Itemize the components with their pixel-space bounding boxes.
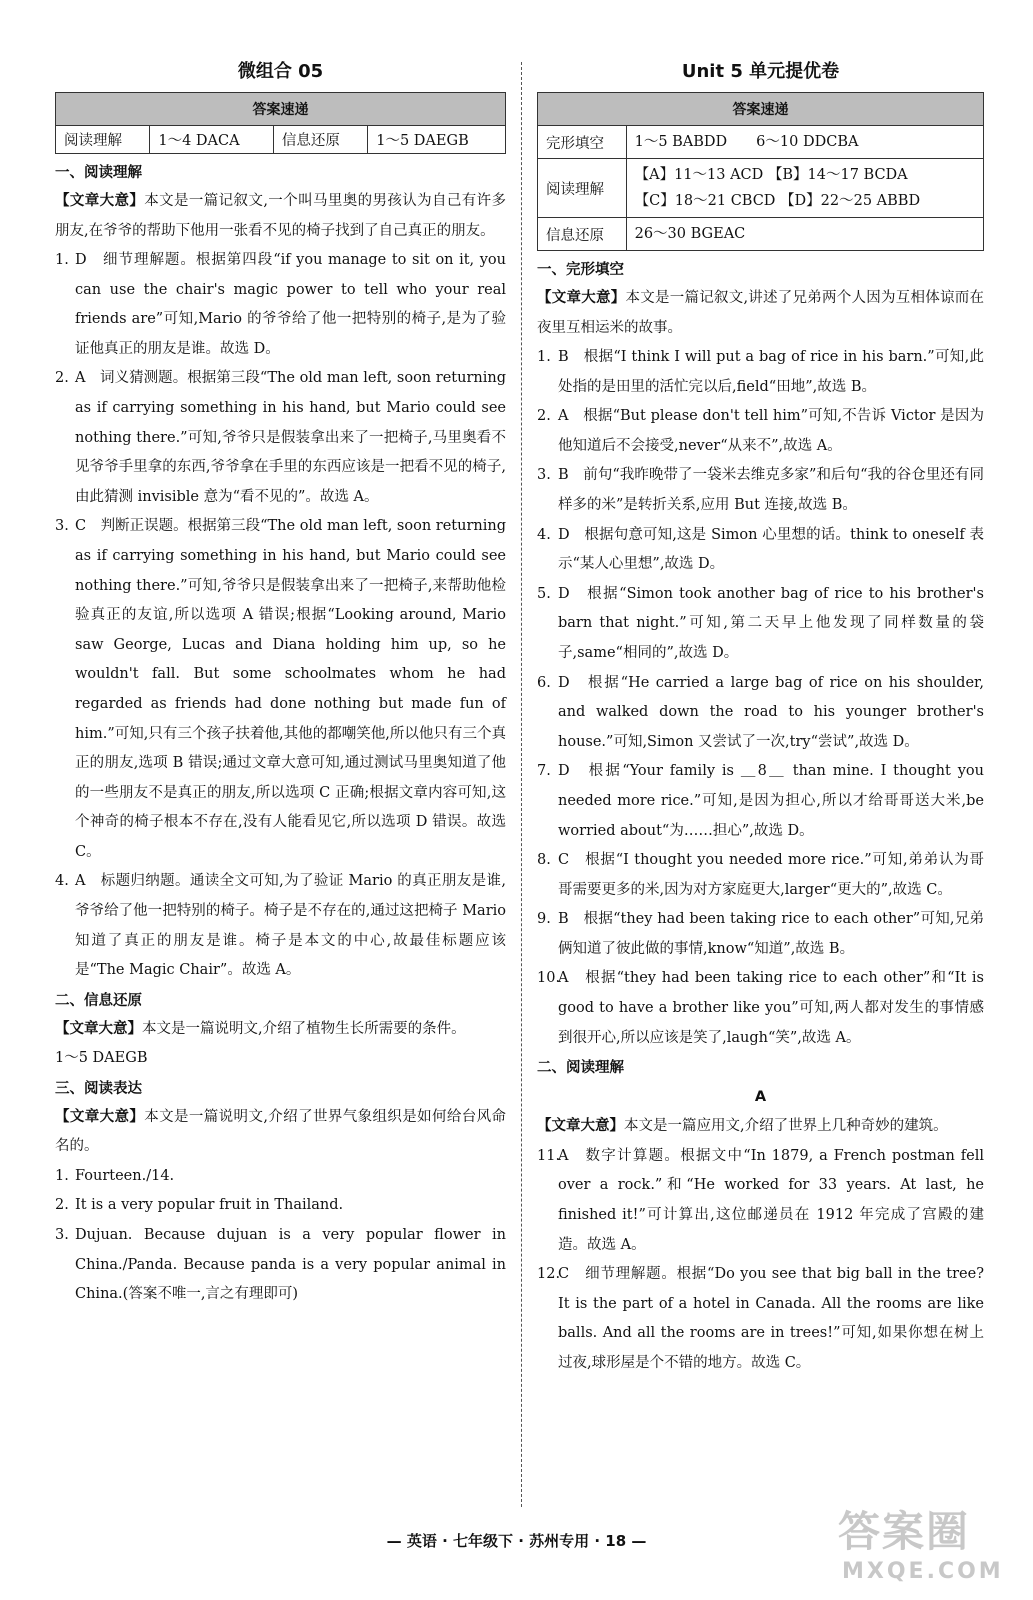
section-heading: 一、阅读理解	[55, 165, 142, 181]
watermark-logo	[838, 1506, 1008, 1590]
summary-tag: 【文章大意】	[55, 1020, 142, 1037]
section-heading: 三、阅读表达	[55, 1080, 142, 1097]
item-text: B 前句“我昨晚带了一袋米去维克多家”和后句“我的谷仓里还有同样多的米”是转折关系,应用 But 连接,故选 B。	[558, 467, 984, 513]
summary-tag: 【文章大意】	[537, 290, 626, 306]
table-cell	[626, 159, 983, 218]
article-summary	[55, 1103, 506, 1162]
right-column	[537, 58, 984, 1379]
table-cell-line: 【C】18～21 CBCD 【D】22～25 ABBD	[634, 193, 921, 209]
table-cell-line: 1～5 BABDD 6～10 DDCBA	[634, 134, 859, 150]
item-text: A 标题归纳题。通读全文可知,为了验证 Mario 的真正朋友是谁,爷爷给了他一把特别的椅子。椅子是不存在的,通过这把椅子 Mario 知道了真正的朋友是谁。椅子是本文的中心,故最佳标题应该是“The Magic Chair”。故选 A。	[75, 873, 506, 979]
table-cell-line: 【A】11～13 ACD 【B】14～17 BCDA	[634, 167, 908, 183]
table-cell: 信息还原	[538, 218, 627, 251]
item-text: A 词义猜测题。根据第三段“The old man left, soon returning as if carrying something in his hand, but Mario could see nothing there.”可知,爷爷只是假装拿出来了一把椅子,马里奥看不见爷爷手里拿的东西,爷爷拿在手里的东西应该是一把看不见的椅子,由此猜测 invisible 意为“看不见的”。故选 A。	[75, 370, 506, 505]
section-heading: 二、阅读理解	[537, 1060, 624, 1077]
summary-text: 本文是一篇记叙文,讲述了兄弟两个人因为互相体谅而在夜里互相运米的故事。	[537, 290, 985, 336]
left-title: 微组合 05	[237, 61, 324, 82]
answer-table-header: 答案速递	[56, 93, 506, 126]
list-item	[537, 580, 984, 669]
summary-tag: 【文章大意】	[537, 1118, 624, 1135]
item-number: 9.	[537, 911, 551, 928]
list-item	[55, 867, 506, 985]
table-cell: 阅读理解	[538, 159, 627, 218]
answer-table-header: 答案速递	[538, 93, 984, 126]
table-cell-line: 26～30 BGEAC	[634, 226, 746, 242]
list-item	[537, 905, 984, 964]
answer-list	[537, 1142, 984, 1379]
table-row	[538, 159, 984, 218]
item-text: It is a very popular fruit in Thailand.	[75, 1197, 344, 1214]
list-item	[55, 246, 506, 364]
item-text: A 根据“they had been taking rice to each other”和“It is good to have a brother like you”可知,两人都对发生的事情感到很开心,所以应该是笑了,laugh“笑”,故选 A。	[558, 970, 984, 1046]
item-number: 3.	[537, 467, 551, 484]
item-number: 3.	[55, 518, 69, 535]
summary-tag: 【文章大意】	[55, 1108, 145, 1125]
item-number: 8.	[537, 852, 551, 869]
list-item	[537, 846, 984, 905]
answer-list	[55, 246, 506, 986]
list-item	[55, 364, 506, 512]
list-item	[537, 757, 984, 846]
item-text: A 数字计算题。根据文中“In 1879, a French postman fell over a rock.”和“He worked for 33 years. At last, he finished it!”可计算出,这位邮递员在 1912 年完成了宫殿的建造。故选 A。	[558, 1147, 984, 1253]
item-text: B 根据“they had been taking rice to each other”可知,兄弟俩知道了彼此做的事情,know“知道”,故选 B。	[558, 911, 984, 957]
answer-list	[537, 343, 984, 1053]
item-text: C 细节理解题。根据“Do you see that big ball in the tree? It is the part of a hotel in Canada. All the rooms are like balls. And all the rooms are in trees!”可知,如果你想在树上过夜,球形屋是个不错的地方。故选 C。	[558, 1266, 984, 1371]
section-heading: 一、完形填空	[537, 262, 624, 278]
summary-tag: 【文章大意】	[55, 193, 145, 209]
section-heading: 二、信息还原	[55, 992, 142, 1009]
item-number: 7.	[537, 763, 551, 780]
summary-text: 本文是一篇应用文,介绍了世界上几种奇妙的建筑。	[624, 1118, 948, 1135]
item-number: 2.	[537, 408, 551, 425]
item-text: D 根据“Simon took another bag of rice to his brother's barn that night.”可知,第二天早上他发现了同样数量的袋子,same“相同的”,故选 D。	[558, 585, 984, 661]
item-number: 3.	[55, 1227, 69, 1244]
left-column	[55, 58, 506, 1310]
item-number: 1.	[55, 252, 69, 268]
table-cell: 阅读理解	[56, 126, 150, 154]
table-row	[538, 218, 984, 251]
table-cell	[626, 126, 983, 159]
list-item	[55, 1191, 506, 1221]
item-text: D 细节理解题。根据第四段“if you manage to sit on it, you can use the chair's magic power to tell who your real friends are”可知,Mario 的爷爷给了他一把特别的椅子,是为了验证他真正的朋友是谁。故选 D。	[75, 252, 506, 357]
watermark-text: 答案圈	[838, 1507, 971, 1556]
item-number: 2.	[55, 1197, 69, 1214]
item-number: 5.	[537, 585, 551, 602]
list-item	[537, 521, 984, 580]
list-item	[55, 1162, 506, 1192]
item-text: C 判断正误题。根据第三段“The old man left, soon returning as if carrying something in his hand, but Mario could see nothing there.”可知,爷爷只是假装拿出来了一把椅子,来帮助他检验真正的友谊,所以选项 A 错误;根据“Looking around, Mario saw George, Lucas and Diana holding him up, so he wouldn't fall. But some schoolmates whom he had regarded as friends had done nothing but made fun of him.”可知,只有三个孩子扶着他,其他的都嘲笑他,所以他只有三个真正的朋友,选项 B 错误;通过文章大意可知,通过测试马里奥知道了他的一些朋友不是真正的朋友,所以选项 C 正确;根据文章内容可知,这个神奇的椅子根本不存在,没有人能看见它,所以选项 D 错误。故选 C。	[75, 518, 506, 860]
table-row	[56, 126, 506, 154]
item-text: D 根据句意可知,这是 Simon 心里想的话。think to oneself 表示“某人心里想”,故选 D。	[558, 526, 984, 573]
list-item	[537, 402, 984, 461]
item-number: 2.	[55, 370, 69, 387]
article-summary	[537, 1112, 984, 1142]
list-item	[55, 1221, 506, 1310]
list-item	[537, 343, 984, 402]
item-number: 10.	[537, 970, 561, 987]
item-number: 1.	[537, 349, 551, 365]
left-answer-table	[55, 92, 506, 154]
item-number: 11.	[537, 1147, 561, 1164]
item-text: Dujuan. Because dujuan is a very popular flower in China./Panda. Because panda is a very popular animal in China.(答案不唯一,言之有理即可)	[75, 1227, 506, 1303]
item-number: 12.	[537, 1266, 561, 1283]
table-cell: 完形填空	[538, 126, 627, 159]
answer-list	[55, 1162, 506, 1310]
table-row	[538, 126, 984, 159]
answer-line: 1～5 DAEGB	[55, 1050, 148, 1067]
list-item	[537, 669, 984, 758]
list-item	[55, 512, 506, 867]
table-cell	[626, 218, 983, 251]
table-cell: 1～4 DACA	[150, 126, 274, 154]
article-summary	[55, 1015, 506, 1045]
item-number: 4.	[537, 526, 551, 543]
list-item	[537, 1142, 984, 1260]
item-number: 1.	[55, 1167, 69, 1184]
item-text: A 根据“But please don't tell him”可知,不告诉 Victor 是因为他知道后不会接受,never“从来不”,故选 A。	[558, 408, 984, 454]
right-answer-table	[537, 92, 984, 251]
summary-text: 本文是一篇说明文,介绍了世界气象组织是如何给台风命名的。	[55, 1108, 507, 1155]
subsection-heading: A	[754, 1089, 767, 1106]
summary-text: 本文是一篇说明文,介绍了植物生长所需要的条件。	[142, 1020, 466, 1037]
item-text: B 根据“I think I will put a bag of rice in his barn.”可知,此处指的是田里的活忙完以后,field“田地”,故选 B。	[558, 349, 984, 395]
article-summary	[55, 187, 506, 246]
item-text: D 根据“He carried a large bag of rice on his shoulder, and walked down the road to his younger brother's house.”可知,Simon 又尝试了一次,try“尝试”,故选 D。	[558, 674, 984, 750]
item-text: D 根据“Your family is ＿8＿ than mine. I thought you needed more rice.”可知,是因为担心,所以才给哥哥送大米,be worried about“为……担心”,故选 D。	[558, 763, 984, 839]
table-cell: 信息还原	[273, 126, 367, 154]
column-divider	[521, 62, 522, 1507]
page-footer: — 英语 · 七年级下 · 苏州专用 · 18 —	[386, 1532, 647, 1550]
watermark-text: MXQE.COM	[842, 1559, 1004, 1584]
item-text: Fourteen./14.	[75, 1167, 175, 1184]
list-item	[537, 1260, 984, 1378]
table-cell: 1～5 DAEGB	[368, 126, 506, 154]
summary-text: 本文是一篇记叙文,一个叫马里奥的男孩认为自己有许多朋友,在爷爷的帮助下他用一张看不见的椅子找到了自己真正的朋友。	[55, 193, 507, 239]
item-text: C 根据“I thought you needed more rice.”可知,弟弟认为哥哥需要更多的米,因为对方家庭更大,larger“更大的”,故选 C。	[558, 852, 984, 898]
item-number: 4.	[55, 873, 69, 890]
right-title: Unit 5 单元提优卷	[681, 61, 840, 82]
list-item	[537, 964, 984, 1053]
article-summary	[537, 284, 984, 343]
item-number: 6.	[537, 674, 551, 691]
list-item	[537, 461, 984, 520]
